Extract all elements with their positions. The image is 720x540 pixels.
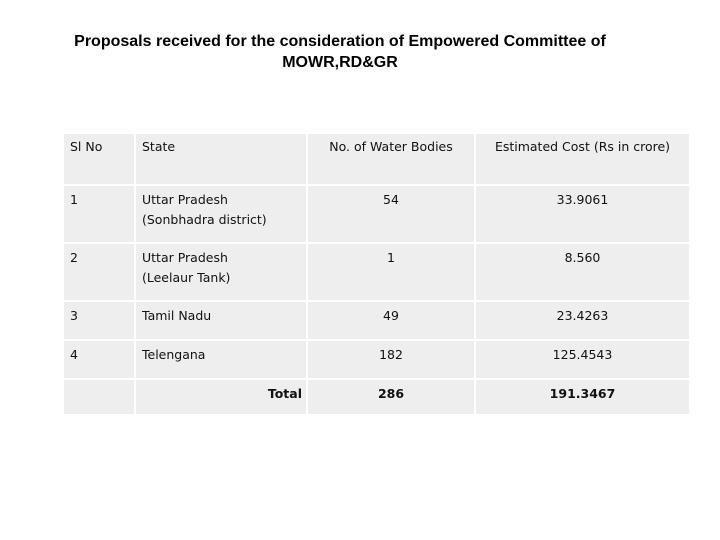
total-label: Total <box>135 379 307 415</box>
cell-state <box>135 243 307 301</box>
cell-empty <box>64 379 135 415</box>
table-row <box>64 340 690 379</box>
cell-sl-no: 1 <box>64 185 135 243</box>
cell-estimated-cost: 125.4543 <box>475 340 690 379</box>
table-row <box>64 185 690 243</box>
cell-water-bodies: 49 <box>307 301 475 340</box>
header-state: State <box>135 134 307 185</box>
table-row <box>64 301 690 340</box>
table-row <box>64 243 690 301</box>
state-name: Uttar Pradesh <box>142 192 228 207</box>
total-estimated-cost: 191.3467 <box>475 379 690 415</box>
cell-water-bodies: 54 <box>307 185 475 243</box>
title-line-2: MOWR,RD&GR <box>282 54 398 71</box>
title-line-1: Proposals received for the consideration of Empowered Committee of <box>74 33 606 50</box>
header-estimated-cost: Estimated Cost (Rs in crore) <box>475 134 690 185</box>
cell-state <box>135 185 307 243</box>
cell-water-bodies: 1 <box>307 243 475 301</box>
cell-sl-no: 2 <box>64 243 135 301</box>
cell-estimated-cost: 23.4263 <box>475 301 690 340</box>
cell-sl-no: 3 <box>64 301 135 340</box>
cell-estimated-cost: 8.560 <box>475 243 690 301</box>
cell-water-bodies: 182 <box>307 340 475 379</box>
header-water-bodies: No. of Water Bodies <box>307 134 475 185</box>
header-sl-no: Sl No <box>64 134 135 185</box>
state-name: Uttar Pradesh <box>142 250 228 265</box>
state-detail: (Leelaur Tank) <box>142 270 231 285</box>
cell-state: Telengana <box>135 340 307 379</box>
cell-sl-no: 4 <box>64 340 135 379</box>
header-row <box>64 134 690 185</box>
cell-estimated-cost: 33.9061 <box>475 185 690 243</box>
proposals-table <box>64 134 691 416</box>
state-detail: (Sonbhadra district) <box>142 212 267 227</box>
total-water-bodies: 286 <box>307 379 475 415</box>
total-row <box>64 379 690 415</box>
cell-state: Tamil Nadu <box>135 301 307 340</box>
page-title <box>20 31 660 73</box>
